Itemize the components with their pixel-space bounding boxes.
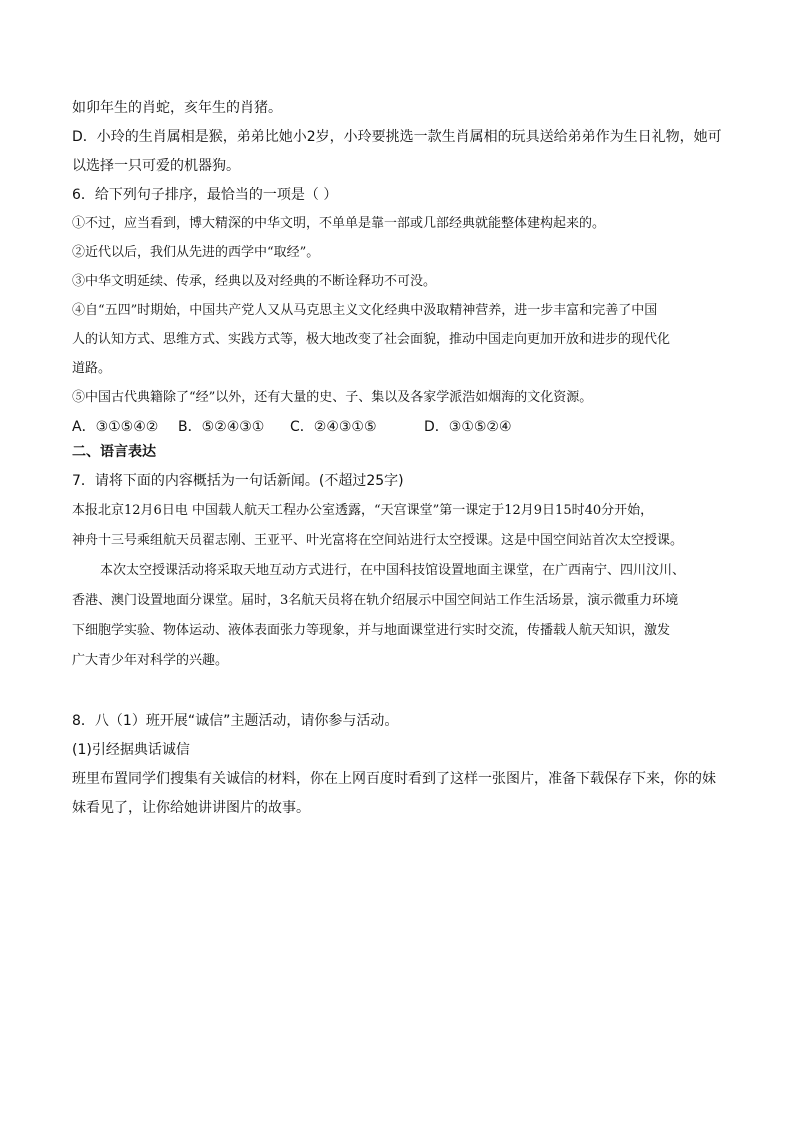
q6-sentence-3: ③中华文明延续、传承，经典以及对经典的不断诠释功不可没。	[72, 274, 437, 289]
blank-spacer	[72, 671, 727, 711]
q6-sentence-2: ②近代以后，我们从先进的西学中“取经”。	[72, 245, 320, 260]
q7-paragraph-2-line1: 本次太空授课活动将采取天地互动方式进行，在中国科技馆设置地面主课堂，在广西南宁、四川汶川、	[100, 563, 686, 578]
q5-option-d-line2: 以选择一只可爱的机器狗。	[72, 158, 240, 174]
q6-option-d: D．③①⑤②④	[424, 419, 512, 435]
q8-sub1-title: (1)引经据典话诚信	[72, 742, 190, 758]
q5-option-d-line1: D．小玲的生肖属相是猴，弟弟比她小2岁，小玲要挑选一款生肖属相的玩具送给弟弟作为生日礼物，她可	[72, 129, 722, 145]
document-page	[72, 98, 727, 818]
q6-sentence-4-line1: ④自“五四”时期始，中国共产党人又从马克思主义文化经典中汲取精神营养，进一步丰富和完善了中国	[72, 303, 658, 318]
q7-paragraph-1-line2: 神舟十三号乘组航天员翟志刚、王亚平、叶光富将在空间站进行太空授课。这是中国空间站首次太空授课。	[72, 533, 684, 548]
q6-stem: 6．给下列句子排序，最恰当的一项是（ ）	[72, 187, 338, 203]
q5-continuation-line: 如卯年生的肖蛇，亥年生的肖猪。	[72, 100, 282, 116]
q7-paragraph-1-line1: 本报北京12月6日电 中国载人航天工程办公室透露，“天宫课堂”第一课定于12月9日15时40分开始，	[72, 503, 654, 518]
q8-stem: 8．八（1）班开展“诚信”主题活动，请你参与活动。	[72, 713, 399, 729]
section-title-language-expression: 二、语言表达	[72, 444, 156, 460]
q6-option-c: C．②④③①⑤	[290, 419, 377, 435]
q6-option-b: B．⑤②④③①	[178, 419, 265, 435]
q6-sentence-4-line2: 人的认知方式、思维方式、实践方式等，极大地改变了社会面貌，推动中国走向更加开放和进步的现代化	[72, 332, 671, 347]
q6-option-a: A．③①⑤④②	[72, 419, 159, 435]
q6-sentence-1: ①不过，应当看到，博大精深的中华文明，不单单是靠一部或几部经典就能整体建构起来的。	[72, 216, 606, 231]
q6-options	[72, 417, 727, 437]
q8-sub1-line2: 妹看见了，让你给她讲讲图片的故事。	[72, 800, 310, 816]
q6-sentence-5: ⑤中国古代典籍除了“经”以外，还有大量的史、子、集以及各家学派浩如烟海的文化资源。	[72, 390, 593, 405]
q7-paragraph-2-line4: 广大青少年对科学的兴趣。	[72, 653, 229, 668]
q6-sentence-4-line3: 道路。	[72, 361, 112, 376]
q8-sub1-line1: 班里布置同学们搜集有关诚信的材料，你在上网百度时看到了这样一张图片，准备下载保存下来，你的妹	[72, 771, 716, 787]
q7-stem: 7．请将下面的内容概括为一句话新闻。(不超过25字)	[72, 473, 404, 489]
q7-paragraph-2-line2: 香港、澳门设置地面分课堂。届时，3名航天员将在轨介绍展示中国空间站工作生活场景，演示微重力环境	[72, 593, 679, 608]
q7-paragraph-2-line3: 下细胞学实验、物体运动、液体表面张力等现象，并与地面课堂进行实时交流，传播载人航天知识，激发	[72, 623, 671, 638]
